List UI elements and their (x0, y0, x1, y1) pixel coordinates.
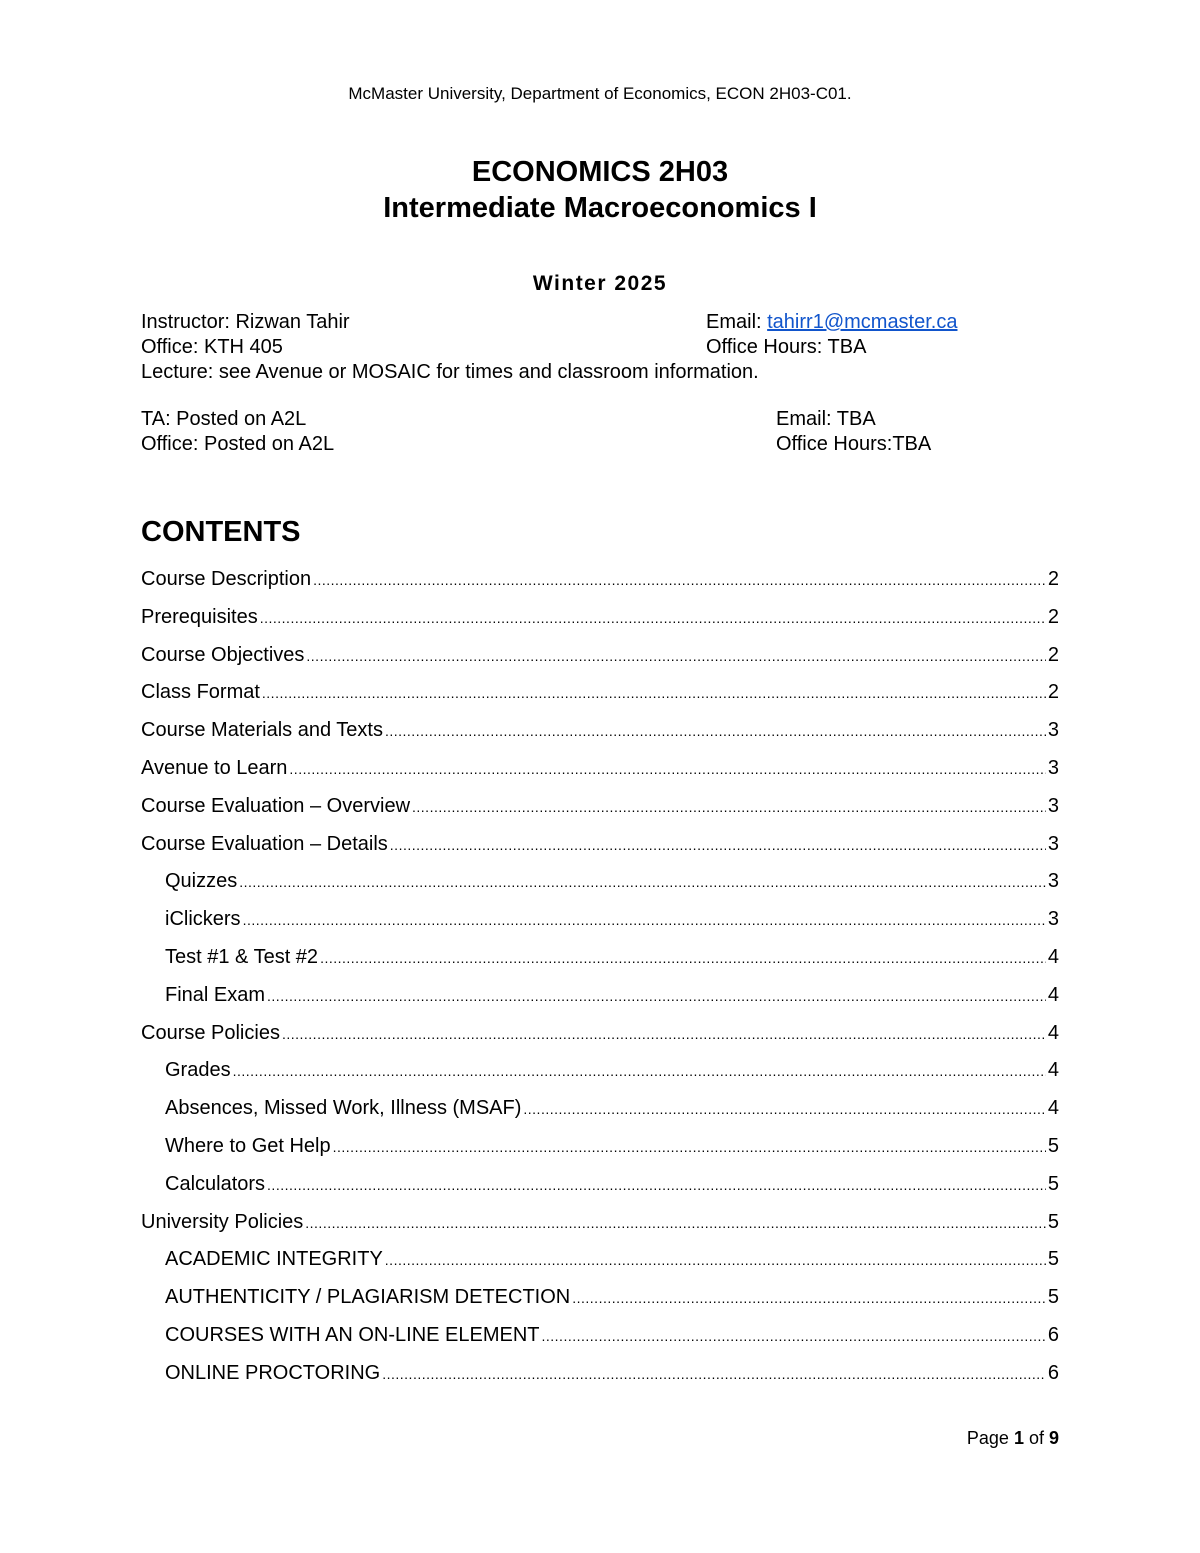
toc-entry-page: 3 (1047, 908, 1059, 931)
toc-entry-page: 5 (1047, 1172, 1059, 1195)
toc-entry[interactable] (141, 1360, 1059, 1398)
toc-entry-page: 3 (1047, 870, 1059, 893)
toc-entry-page: 3 (1047, 794, 1059, 817)
toc-dot-leader (243, 907, 1046, 933)
instructor-email (706, 310, 957, 335)
toc-entry-page: 4 (1047, 1097, 1059, 1120)
toc-entry-page: 2 (1047, 568, 1059, 590)
toc-entry-page: 2 (1047, 605, 1059, 628)
instructor-email-link[interactable]: tahirr1@mcmaster.ca (767, 311, 958, 333)
toc-entry-label: COURSES WITH AN ON-LINE ELEMENT (165, 1323, 540, 1346)
toc-entry[interactable] (141, 906, 1059, 944)
toc-entry-label: Course Materials and Texts (141, 719, 383, 742)
page-number (967, 1428, 1059, 1449)
term-label: Winter 2025 (532, 272, 668, 295)
toc-dot-leader (289, 756, 1045, 782)
toc-entry-label: Course Objectives (141, 643, 305, 666)
toc-dot-leader (382, 1361, 1046, 1387)
toc-entry-page: 4 (1047, 1059, 1059, 1082)
toc-entry-label: Quizzes (165, 870, 238, 893)
toc-entry[interactable] (141, 642, 1059, 680)
contents-heading: CONTENTS (141, 516, 301, 548)
toc-dot-leader (306, 643, 1045, 669)
toc-entry-label: ACADEMIC INTEGRITY (165, 1248, 383, 1271)
toc-entry-label: ONLINE PROCTORING (165, 1361, 381, 1384)
toc-entry-page: 5 (1047, 1248, 1059, 1271)
ta-name: TA: Posted on A2L (141, 408, 307, 430)
toc-entry-page: 4 (1047, 1021, 1059, 1044)
course-name-title: Intermediate Macroeconomics I (383, 192, 817, 224)
toc-entry-label: Calculators (165, 1172, 266, 1195)
instructor-name: Instructor: Rizwan Tahir (141, 311, 350, 333)
toc-entry[interactable] (141, 1209, 1059, 1247)
toc-entry-page: 5 (1047, 1134, 1059, 1157)
toc-entry[interactable] (141, 868, 1059, 906)
toc-entry-page: 6 (1047, 1361, 1059, 1384)
toc-entry[interactable] (141, 944, 1059, 982)
toc-entry-label: Grades (165, 1059, 231, 1082)
toc-entry-label: Final Exam (165, 983, 266, 1006)
toc-entry-label: Course Policies (141, 1021, 280, 1044)
toc-entry[interactable] (141, 1246, 1059, 1284)
toc-entry-page: 4 (1047, 945, 1059, 968)
toc-entry-label: AUTHENTICITY / PLAGIARISM DETECTION (165, 1286, 571, 1309)
toc-entry[interactable] (141, 566, 1059, 604)
toc-dot-leader (542, 1323, 1046, 1349)
toc-dot-leader (385, 1247, 1046, 1273)
toc-dot-leader (239, 869, 1046, 895)
ta-office: Office: Posted on A2L (141, 433, 335, 455)
course-code-title: ECONOMICS 2H03 (471, 156, 729, 188)
lecture-info: Lecture: see Avenue or MOSAIC for times and classroom information. (141, 361, 759, 383)
toc-dot-leader (313, 567, 1046, 593)
toc-entry-label: Where to Get Help (165, 1134, 331, 1157)
toc-dot-leader (305, 1210, 1046, 1236)
toc-dot-leader (260, 605, 1046, 631)
toc-entry-page: 3 (1047, 719, 1059, 742)
ta-office-hours: Office Hours:TBA (776, 433, 932, 455)
toc-entry-label: Absences, Missed Work, Illness (MSAF) (165, 1097, 522, 1120)
toc-entry[interactable] (141, 1095, 1059, 1133)
toc-dot-leader (390, 832, 1046, 858)
toc-dot-leader (572, 1285, 1046, 1311)
toc-entry-label: University Policies (141, 1210, 304, 1233)
toc-entry-page: 3 (1047, 832, 1059, 855)
toc-entry-label: Prerequisites (141, 605, 258, 628)
toc-entry[interactable] (141, 1171, 1059, 1209)
toc-dot-leader (233, 1058, 1046, 1084)
instructor-email-label: Email: (706, 311, 768, 333)
toc-entry[interactable] (141, 1057, 1059, 1095)
toc-entry[interactable] (141, 793, 1059, 831)
current-page: 1 (1013, 1428, 1024, 1448)
toc-entry-label: Course Evaluation – Details (141, 832, 388, 855)
toc-dot-leader (267, 983, 1046, 1009)
toc-entry[interactable] (141, 604, 1059, 642)
toc-entry-label: Test #1 & Test #2 (165, 945, 319, 968)
toc-entry-label: Course Description (141, 568, 312, 590)
instructor-office-hours: Office Hours: TBA (706, 336, 867, 358)
ta-email: Email: TBA (776, 408, 876, 430)
toc-dot-leader (267, 1172, 1046, 1198)
toc-entry[interactable] (141, 1020, 1059, 1058)
page-header: McMaster University, Department of Economics, ECON 2H03-C01. (348, 84, 852, 103)
of-word: of (1023, 1428, 1049, 1448)
toc-entry-label: Course Evaluation – Overview (141, 794, 411, 817)
toc-entry-label: Class Format (141, 681, 260, 704)
toc-dot-leader (333, 1134, 1046, 1160)
toc-entry[interactable] (141, 755, 1059, 793)
toc-entry[interactable] (141, 1133, 1059, 1171)
toc-entry[interactable] (141, 831, 1059, 869)
toc-entry-page: 5 (1047, 1286, 1059, 1309)
toc-entry-page: 2 (1047, 681, 1059, 704)
toc-dot-leader (412, 794, 1046, 820)
toc-entry[interactable] (141, 679, 1059, 717)
toc-dot-leader (262, 680, 1046, 706)
toc-dot-leader (523, 1096, 1045, 1122)
toc-entry-page: 4 (1047, 983, 1059, 1006)
toc-entry-page: 6 (1047, 1323, 1059, 1346)
toc-dot-leader (385, 718, 1046, 744)
toc-entry-page: 3 (1047, 756, 1059, 779)
toc-entry[interactable] (141, 717, 1059, 755)
total-pages: 9 (1048, 1428, 1059, 1448)
toc-entry[interactable] (141, 982, 1059, 1020)
toc-entry-page: 5 (1047, 1210, 1059, 1233)
toc-entry-page: 2 (1047, 643, 1059, 666)
toc-entry-label: Avenue to Learn (141, 756, 288, 779)
toc-entry[interactable] (141, 1322, 1059, 1360)
toc-dot-leader (320, 945, 1046, 971)
table-of-contents (141, 566, 1059, 1398)
toc-entry-label: iClickers (165, 908, 241, 931)
toc-entry[interactable] (141, 1284, 1059, 1322)
toc-dot-leader (282, 1021, 1046, 1047)
page-word: Page (966, 1428, 1014, 1448)
instructor-office: Office: KTH 405 (141, 336, 283, 358)
